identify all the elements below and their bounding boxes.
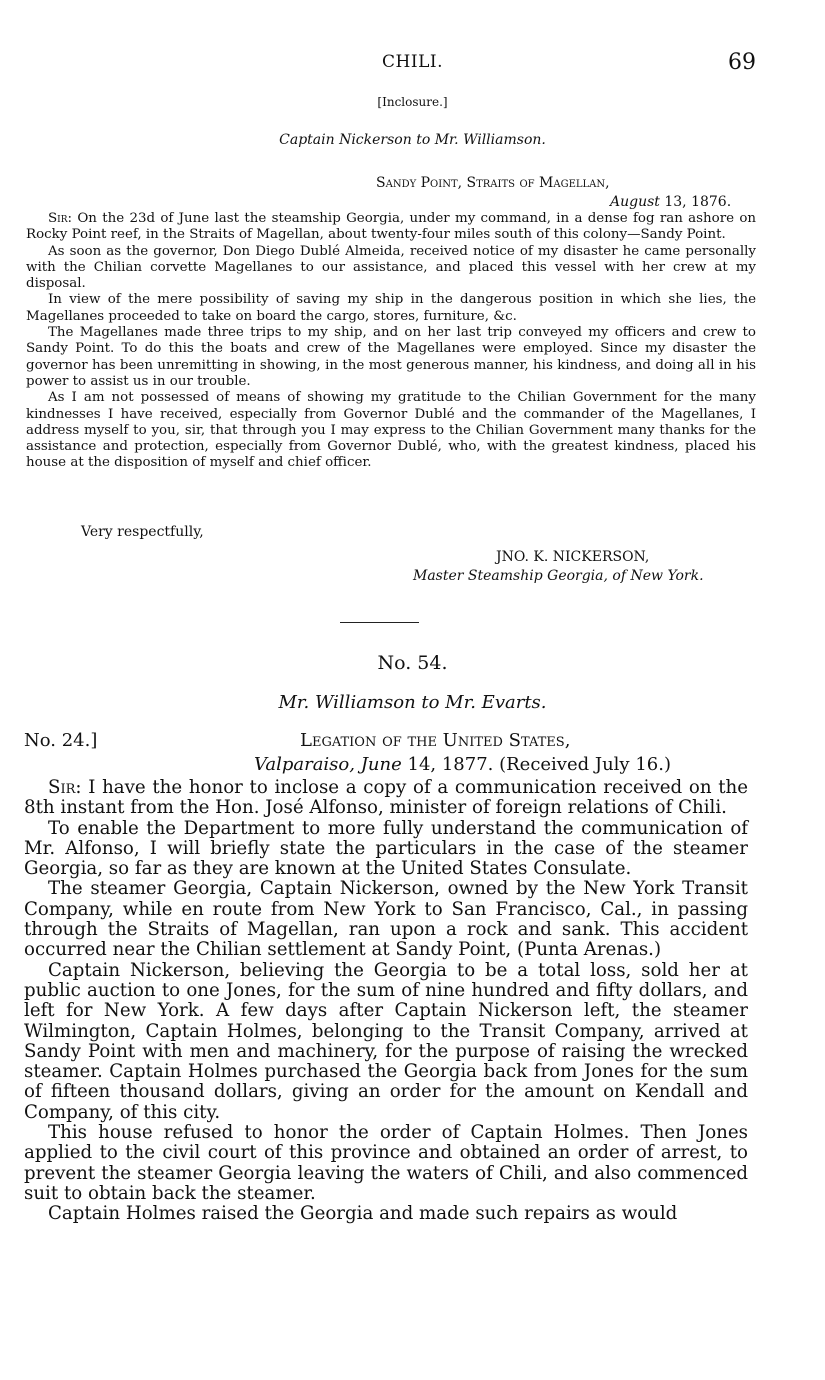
inclosure-date xyxy=(610,194,731,210)
inclosure-place: Sandy Point, Straits of Magellan, xyxy=(376,175,610,191)
dispatch-number: No. 24.] xyxy=(24,730,98,751)
inclosure-date-rest: 13, 1876. xyxy=(659,194,732,210)
section-divider xyxy=(340,622,419,623)
inclosure-heading: Captain Nickerson to Mr. Williamson. xyxy=(279,132,546,148)
inclosure-paragraph: Sir: On the 23d of June last the steamship Georgia, under my command, in a dense fog ran ashore on Rocky Point reef, in the Straits of Magellan, about twenty-four miles south of this colony—Sandy Point. xyxy=(26,211,756,243)
dispatch-body xyxy=(24,778,748,1225)
dispatch-salutation: Sir: xyxy=(48,777,82,798)
dispatch-paragraph: The steamer Georgia, Captain Nickerson, owned by the New York Transit Company, while en route from New York to San Francisco, Cal., in passing through the Straits of Magellan, ran upon a rock and sank. This accident occurred near the Chilian settlement at Sandy Point, (Punta Arenas.) xyxy=(24,878,748,961)
dispatch-date xyxy=(254,754,671,775)
inclosure-paragraph: The Magellanes made three trips to my ship, and on her last trip conveyed my officers and crew to Sandy Point. To do this the boats and crew of the Magellanes were employed. Since my disaster the governor has been unremitting in showing, in the most generous manner, his kindness, and doing all in his power to assist us in our trouble. xyxy=(26,325,756,389)
inclosure-salutation: Sir: xyxy=(48,211,73,226)
dispatch-paragraph: To enable the Department to more fully understand the communication of Mr. Alfonso, I will briefly state the particulars in the case of the steamer Georgia, so far as they are known at the United States Consulate. xyxy=(24,817,748,880)
inclosure-paragraph: As soon as the governor, Don Diego Dublé Almeida, received notice of my disaster he came personally with the Chilian corvette Magellanes to our assistance, and placed this vessel with her crew at my disposal. xyxy=(26,243,756,292)
letter-signer-title: Master Steamship Georgia, of New York. xyxy=(413,568,704,584)
letter-closing: Very respectfully, xyxy=(81,524,204,540)
page-number: 69 xyxy=(728,50,756,75)
dispatch-paragraph: Captain Nickerson, believing the Georgia to be a total loss, sold her at public auction to one Jones, for the sum of nine hundred and fifty dollars, and left for New York. A few days after Captain Nickerson left, the steamer Wilmington, Captain Holmes, belonging to the Transit Company, arrived at Sandy Point with men and machinery, for the purpose of raising the wrecked steamer. Captain Holmes purchased the Georgia back from Jones for the sum of fifteen thousand dollars, giving an order for the amount on Kendall and Company, of this city. xyxy=(24,959,748,1123)
dispatch-paragraph: Sir: I have the honor to inclose a copy of a communication received on the 8th instant from the Hon. José Alfonso, minister of foreign relations of Chili. xyxy=(24,777,748,819)
inclosure-date-month: August xyxy=(610,194,660,210)
document-number: No. 54. xyxy=(377,652,448,674)
dispatch-paragraph: This house refused to honor the order of Captain Holmes. Then Jones applied to the civil court of this province and obtained an order of arrest, to prevent the steamer Georgia leaving the waters of Chili, and also commenced suit to obtain back the steamer. xyxy=(24,1122,748,1204)
document-heading: Mr. Williamson to Mr. Evarts. xyxy=(278,692,547,713)
running-title: CHILI. xyxy=(382,52,443,72)
dispatch-date-rest: 14, 1877. (Received July 16.) xyxy=(401,754,671,775)
inclosure-body xyxy=(26,211,756,472)
dispatch-paragraph: Captain Holmes raised the Georgia and made such repairs as would xyxy=(48,1203,678,1225)
inclosure-label: [Inclosure.] xyxy=(377,95,448,109)
letter-signer: JNO. K. NICKERSON, xyxy=(496,549,650,565)
dispatch-date-place: Valparaiso, June xyxy=(254,754,402,775)
inclosure-paragraph: As I am not possessed of means of showing my gratitude to the Chilian Government for the many kindnesses I have received, especially from Governor Dublé and the commander of the Magellanes, I address myself to you, sir, that through you I may express to the Chilian Government many thanks for the assistance and protection, especially from Governor Dublé, who, with the greatest kindness, placed his house at the disposition of myself and chief officer. xyxy=(26,390,756,471)
legation-line: Legation of the United States, xyxy=(300,730,571,751)
inclosure-paragraph: In view of the mere possibility of saving my ship in the dangerous position in which she lies, the Magellanes proceeded to take on board the cargo, stores, furniture, &c. xyxy=(26,292,756,324)
